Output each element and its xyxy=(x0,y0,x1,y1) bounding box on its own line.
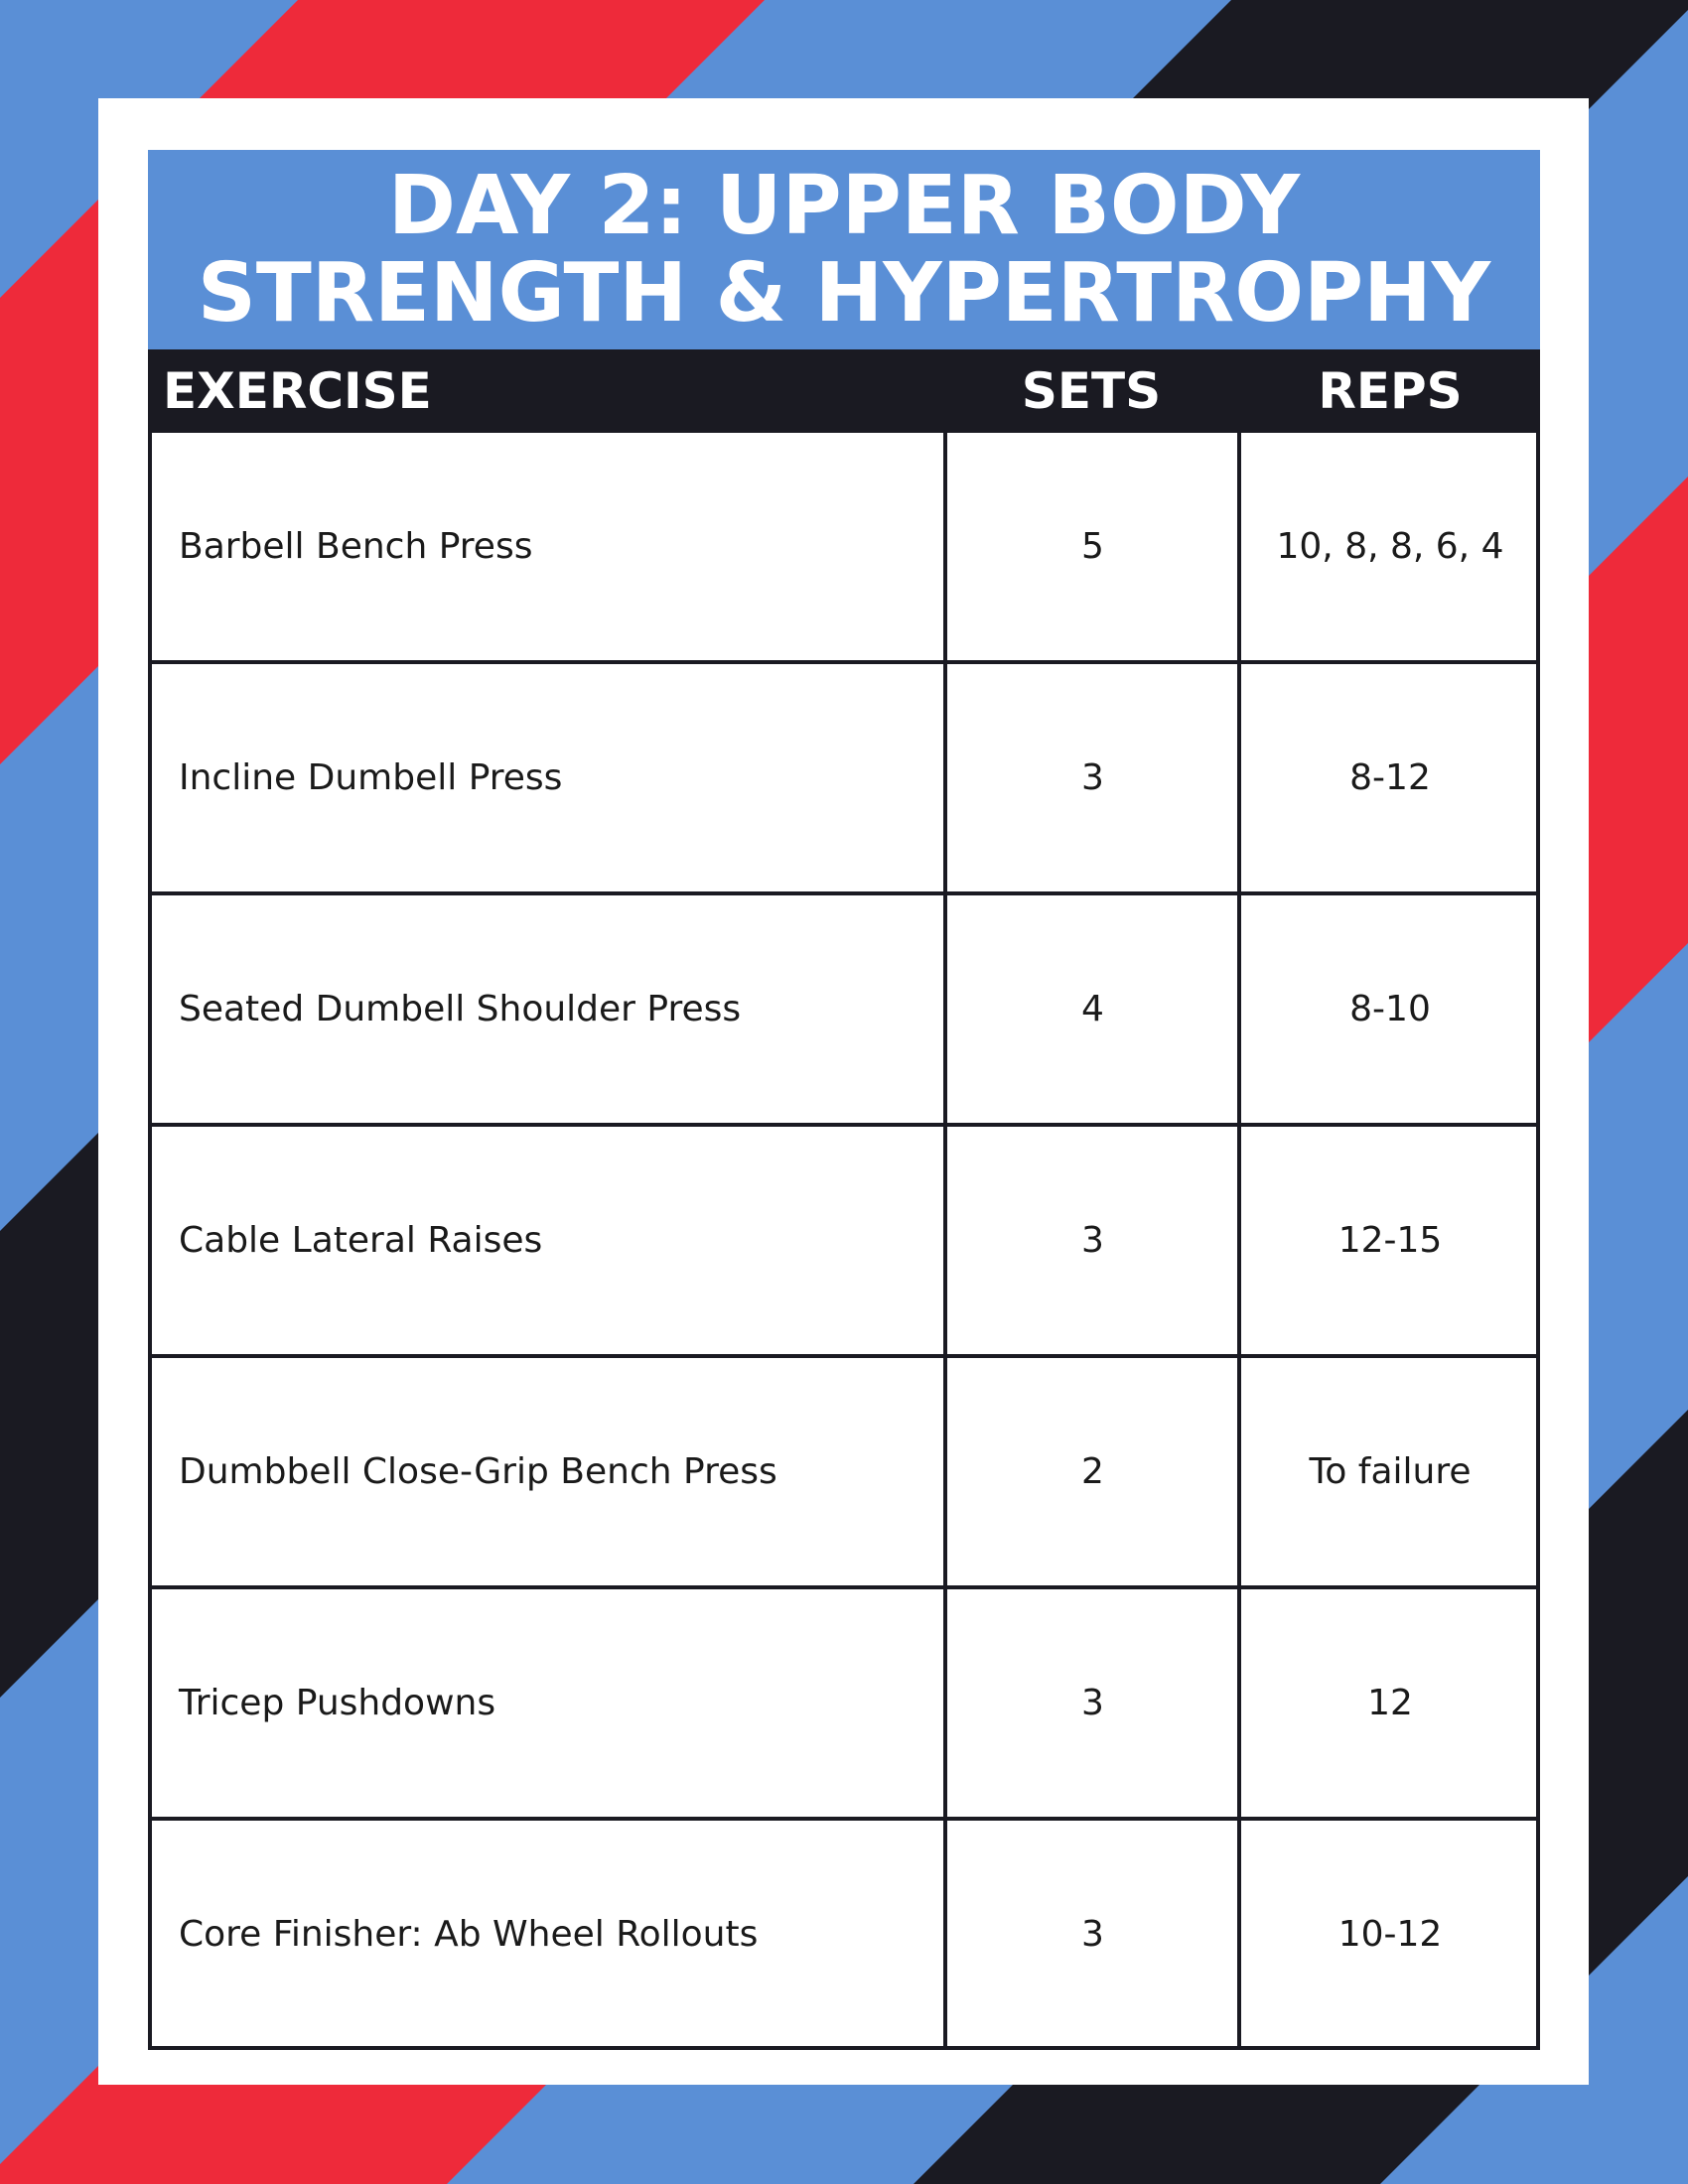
sets-cell: 3 xyxy=(1081,1220,1104,1261)
exercise-cell: Cable Lateral Raises xyxy=(179,1220,543,1261)
column-divider xyxy=(1237,431,1241,2050)
sets-cell: 4 xyxy=(1081,989,1104,1029)
reps-cell: To failure xyxy=(1309,1451,1472,1492)
workout-table xyxy=(148,431,1540,2049)
exercise-cell: Core Finisher: Ab Wheel Rollouts xyxy=(179,1914,759,1955)
reps-cell: 10, 8, 8, 6, 4 xyxy=(1276,526,1504,567)
table-header xyxy=(148,349,1540,433)
reps-cell: 8-10 xyxy=(1349,989,1431,1029)
row-divider xyxy=(148,1123,1540,1127)
exercise-cell: Barbell Bench Press xyxy=(179,526,533,567)
page-title-line-1: DAY 2: UPPER BODY xyxy=(387,158,1301,253)
sets-cell: 3 xyxy=(1081,757,1104,798)
table-row xyxy=(148,1125,1540,1356)
row-divider xyxy=(148,1585,1540,1589)
table-row xyxy=(148,1587,1540,1819)
sets-cell: 3 xyxy=(1081,1683,1104,1723)
column-header-sets: SETS xyxy=(1021,362,1162,420)
exercise-cell: Dumbbell Close-Grip Bench Press xyxy=(179,1451,777,1492)
table-row xyxy=(148,1356,1540,1587)
row-divider xyxy=(148,660,1540,664)
reps-cell: 12-15 xyxy=(1337,1220,1443,1261)
table-border-bottom xyxy=(148,2046,1540,2050)
table-border-left xyxy=(148,431,152,2050)
title-banner xyxy=(148,150,1540,349)
table-row xyxy=(148,662,1540,893)
page-title-line-2: STRENGTH & HYPERTROPHY xyxy=(197,245,1491,341)
column-header-exercise: EXERCISE xyxy=(163,362,432,420)
table-row xyxy=(148,893,1540,1125)
table-row xyxy=(148,1819,1540,2050)
table-border-right xyxy=(1536,431,1540,2050)
exercise-cell: Tricep Pushdowns xyxy=(179,1683,496,1723)
sets-cell: 3 xyxy=(1081,1914,1104,1955)
reps-cell: 10-12 xyxy=(1337,1914,1443,1955)
column-header-reps: REPS xyxy=(1318,362,1463,420)
sets-cell: 5 xyxy=(1081,526,1104,567)
row-divider xyxy=(148,1354,1540,1358)
column-divider xyxy=(943,431,947,2050)
sets-cell: 2 xyxy=(1081,1451,1104,1492)
reps-cell: 8-12 xyxy=(1349,757,1431,798)
reps-cell: 12 xyxy=(1367,1683,1413,1723)
exercise-cell: Incline Dumbell Press xyxy=(179,757,563,798)
table-row xyxy=(148,431,1540,662)
row-divider xyxy=(148,891,1540,895)
row-divider xyxy=(148,1817,1540,1821)
exercise-cell: Seated Dumbell Shoulder Press xyxy=(179,989,742,1029)
